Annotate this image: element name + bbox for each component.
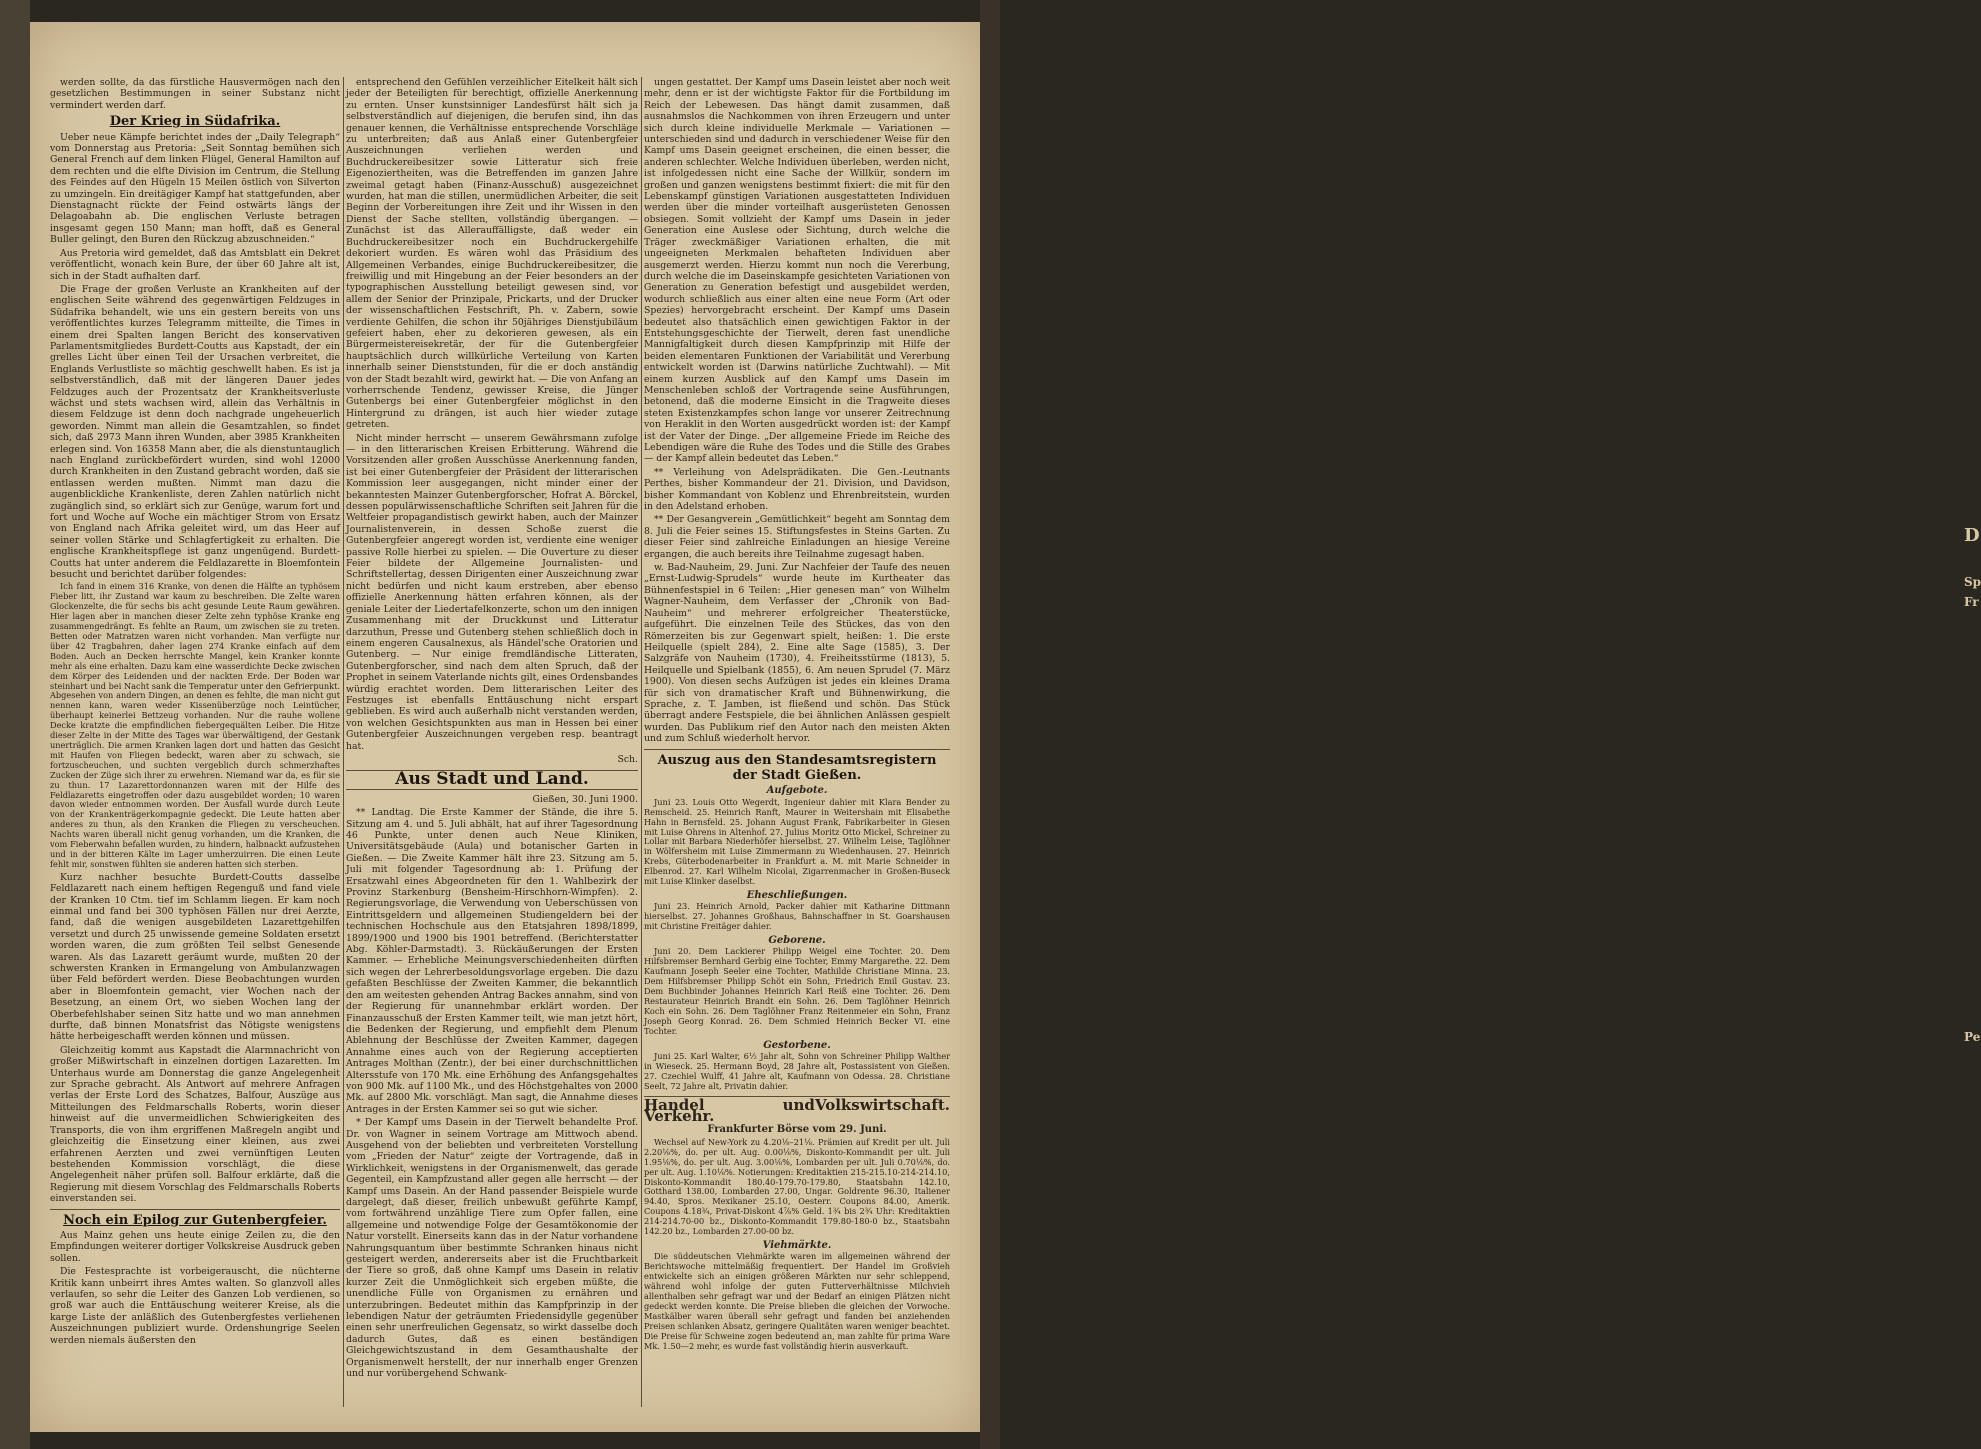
article-paragraph: entsprechend den Gefühlen verzeihlicher Eitelkeit hält sich jeder der Beteiligten für berechtigt, offizielle Anerkennung zu ernten. Unser kunstsinniger Landesfürst hält sich ja selbstverständlich auf diejenigen, die berufen sind, ihn das genauer kennen, die Verhältnisse entsprechende Vorschläge zu unterbreiten; daß aus Anlaß einer Gutenbergfeier Auszeichnungen verliehen werden und Buchdruckereibesitzer sowie Litteratur sich freie Eigenoziertheiten, was die Betreffenden im ganzen Jahre zweimal getagt haben (Finanz-Ausschuß) ausgezeichnet wurden, hat man die stillen, unermüdlichen Arbeiter, die seit Beginn der Vorbereitungen ihre Zeit und ihr Wissen in den Dienst der Sache stellten, vollständig übergangen. — Zunächst ist das Allerauffälligste, daß weder ein Buchdruckereibesitzer noch ein Buchdruckergehilfe dekoriert wurden. Es wären wohl das Präsidium des Allgemeinen Verbandes, einige Buchdruckereibesitzer, die freiwillig und mit Hingebung an der Feier besonders an der typographischen Ausstellung beteiligt gewesen sind, vor allem der Senior der Prinzipale, Prickarts, und der Drucker der wissenschaftlichen Festschrift, Ph. v. Zabern, sowie verdiente Gehilfen, die schon ihr 50jähriges Dienstjubiläum gefeiert haben, eher zu dekorieren gewesen, als ein Bürgermeistereisekretär, der für die Gutenbergfeier hauptsächlich durch willkürliche Verteilung von Karten innerhalb seiner Dienststunden, für die er doch anständig von der Stadt bezahlt wird, gewirkt hat. — Die von Anfang an vorherrschende Tendenz, gewisser Kreise, die Jünger Gutenbergs bei einer Gutenbergfeier möglichst in den Hintergrund zu drängen, ist auch hier wieder zutage getreten. [346, 77, 638, 431]
article-paragraph: ** Der Gesangverein „Gemütlichkeit“ begeht am Sonntag dem 8. Juli die Feier seines 15. Stiftungsfestes in Steins Garten. Zu dieser Feier sind zahlreiche Einladungen an hiesige Vereine ergangen, die auch bereits ihre Teilnahme zugesagt haben. [644, 514, 950, 560]
article-paragraph: Aus Pretoria wird gemeldet, daß das Amtsblatt ein Dekret veröffentlicht, wonach kein Bure, der über 60 Jahre alt ist, sich in der Stadt aufhalten darf. [50, 247, 340, 282]
register-entries: Juni 20. Dem Lackierer Philipp Weigel eine Tochter. 20. Dem Hilfsbremser Bernhard Gerbig eine Tochter, Emmy Margarethe. 22. Dem Kaufmann Joseph Seeler eine Tochter, Mathilde Christiane Minna. 23. Dem Hilfsbremser Philipp Schöt ein Sohn, Friedrich Emil Gustav. 23. Dem Buchbinder Johannes Heinrich Karl Reiß eine Tochter. 26. Dem Restaurateur Heinrich Brandt ein Sohn. 26. Dem Taglöhner Heinrich Koch ein Sohn. 26. Dem Taglöhner Franz Reitenmeier ein Sohn, Franz Joseph Georg Konrad. 26. Dem Schmied Heinrich Becker VI. eine Tochter. [644, 946, 950, 1036]
dateline: Gießen, 30. Juni 1900. [532, 793, 638, 805]
handel-masthead [644, 1095, 950, 1126]
standesamt-heading: Auszug aus den Standesamtsregistern [657, 752, 937, 768]
article-paragraph: Die Frage der großen Verluste an Krankheiten auf der englischen Seite während des gegenwärtigen Feldzuges in Südafrika behandelt, wie uns ein gestern bereits von uns veröffentlichtes kurzes Telegramm mitteilte, die Times in einem drei Spalten langen Bericht des konservativen Parlamentsmitgliedes Burdett-Coutts aus Kapstadt, der ein grelles Licht über einen Teil der Ursachen verbreitet, die Englands Verlustliste so mächtig geschwellt haben. Es ist ja selbstverständlich, daß mit der längeren Dauer jedes Feldzuges auch der Prozentsatz der Krankheitsverluste wächst und stets wachsen wird, allein das Verhältnis in diesem Feldzuge ist denn doch nachgrade ungeheuerlich geworden. Nimmt man allein die Gesamtzahlen, so findet sich, daß 2973 Mann ihren Wunden, aber 3985 Krankheiten erlegen sind. Von 16358 Mann aber, die als dienstuntauglich nach England zurückbefördert wurden, sind wohl 12000 durch Krankheiten in den Zustand gebracht worden, daß sie entlassen werden mußten. Nimmt man dazu die augenblickliche Krankenliste, deren Zahlen natürlich nicht zugänglich sind, so erklärt sich zur Genüge, warum fort und fort und Woche auf Woche ein mächtiger Strom von Ersatz von England nach Afrika geleitet wird, um das Heer auf seiner vollen Stärke und Schlagfertigkeit zu erhalten. Die englische Krankheitspflege ist ganz ungenügend. Burdett-Coutts hat unter anderem die Feldlazarette in Bloemfontein besucht und berichtet darüber folgendes: [50, 283, 340, 581]
viehmaerkte-heading: Viehmärkte. [762, 1239, 832, 1251]
handel-heading: Handel und Verkehr. [644, 1095, 815, 1126]
edge-fragment: Fr [1964, 595, 1979, 609]
intro-paragraph: werden sollte, da das fürstliche Hausvermögen nach den gesetzlichen Bestimmungen in seiner Substanz nicht vermindert werden darf. [50, 77, 340, 111]
newspaper-page [30, 22, 980, 1432]
eheschliessungen-heading: Eheschließungen. [746, 889, 848, 901]
gestorbene-heading: Gestorbene. [763, 1039, 831, 1051]
volkswirtschaft-heading: Volkswirtschaft. [814, 1095, 950, 1114]
register-entries: Juni 23. Louis Otto Wegerdt, Ingenieur dahier mit Klara Bender zu Remscheid. 25. Heinrich Ranft, Maurer in Weitershain mit Elisabethe Hahn in Bernsfeld. 25. Johann August Frank, Fabrikarbeiter in Giesen mit Luise Ohrens in Altenhof. 27. Julius Moritz Otto Mickel, Schreiner zu Lollar mit Barbara Niederhöfer hierselbst. 27. Wilhelm Leise, Taglöhner in Wölfersheim mit Luise Zimmermann zu Wiedenhausen. 27. Heinrich Krebs, Güterbodenarbeiter in Frankfurt a. M. mit Marie Schneider in Elbenrod. 27. Karl Wilhelm Nicolai, Zigarrenmacher in Großen-Buseck mit Luise Klinker daselbst. [644, 796, 950, 887]
column-2 [346, 77, 638, 1382]
boerse-quotes: Wechsel auf New-York zu 4.20⅛–21⅛. Prämien auf Kredit per ult. Juli 2.20⅛%, do. per ult. Aug. 0.00⅛%, Diskonto-Kommandit per ult. Juli 1.95⅛%, do. per ult. Aug. 3.00⅛%, Lombarden per ult. Juli 0.70⅛%, do. per ult. Aug. 1.10⅛%. Notierungen: Kreditaktien 215-215.10-214-214.10, Diskonto-Kommandit 180.40-179.70-179.80, Staatsbahn 142.10, Gotthard 138.00, Lombarden 27.00, Ungar. Goldrente 96.30, Italiener 94.40, Spros. Mexikaner 25.10, Oesterr. Coupons 84.00, Amerik. Coupons 4.18¾, Privat-Diskont 4⅞% Geld. 1¾ bis 2¾ Uhr: Kreditaktien 214-214.70-00 bz., Diskonto-Kommandit 179.80-180-0 bz., Staatsbahn 142.20 bz., Lombarden 27.00-00 bz. [644, 1136, 950, 1237]
register-entries: Juni 25. Karl Walter, 6½ Jahr alt, Sohn von Schreiner Philipp Walther in Wieseck. 25. Hermann Boyd, 28 Jahre alt, Postassistent von Gießen. 27. Czechiel Wulff, 41 Jahre alt, Kaufmann von Odessa. 28. Christiane Seelt, 72 Jahre alt, Privatin dahier. [644, 1051, 950, 1091]
epilog-heading: Noch ein Epilog zur Gutenbergfeier. [63, 1212, 327, 1228]
krieg-heading: Der Krieg in Südafrika. [109, 114, 281, 130]
article-paragraph: ungen gestattet. Der Kampf ums Dasein leistet aber noch weit mehr, denn er ist der wichtigste Faktor für die Fortbildung im Reich der Lebewesen. Das hängt damit zusammen, daß ausnahmslos die Nachkommen von ihren Erzeugern und unter sich durch kleine individuelle Merkmale — Variationen — unterschieden sind und dadurch in verschiedener Weise für den Kampf ums Dasein geeignet erscheinen, die einen besser, die anderen schlechter. Welche Individuen überleben, werden nicht, ist infolgedessen nicht eine Sache der Willkür, sondern im großen und ganzen wenigstens bestimmt fixiert: die mit für den Lebenskampf günstigen Variationen ausgestatteten Individuen werden über die minder vorteilhaft ausgerüsteten Genossen obsiegen. Somit vollzieht der Kampf ums Dasein in jeder Generation eine Auslese oder Sichtung, durch welche die Träger zweckmäßiger Variationen erhalten, die mit ungeeigneten Merkmalen behafteten Individuen aber ausgemerzt werden. Hierzu kommt nun noch die Vererbung, durch welche die im Daseinskampfe gesichteten Variationen von Generation zu Generation befestigt und ausgebildet werden, wodurch schließlich aus einer alten eine neue Form (Art oder Spezies) hervorgebracht erscheint. Der Kampf ums Dasein bedeutet also thatsächlich einen gewichtigen Faktor in der Entstehungsgeschichte der Tierwelt, deren fast unendliche Mannigfaltigkeit durch diesen Kampfprinzip mit Hilfe der beiden elementaren Funktionen der Variabilität und Vererbung entwickelt worden ist (Darwins natürliche Zuchtwahl). — Mit einem kurzen Ausblick auf den Kampf ums Dasein im Menschenleben schloß der Vortragende seine Ausführungen, betonend, daß die moderne Einsicht in die Tragweite dieses steten Existenzkampfes schon lange vor unserer Zeitrechnung von Heraklit in den Worten ausgedrückt worden ist: der Kampf ist der Vater der Dinge. „Der allgemeine Friede im Reiche des Lebendigen wäre die Ruhe des Todes und die Stille des Grabes — der Kampf allein bedeutet das Leben.“ [644, 77, 950, 465]
article-paragraph: Nicht minder herrscht — unserem Gewährsmann zufolge — in den litterarischen Kreisen Erbitterung. Während die Vorsitzenden aller großen Ausschüsse Anerkennung fanden, ist bei einer Gutenbergfeier der Präsident der litterarischen Kommission leer ausgegangen, nicht minder einer der bekanntesten Mainzer Gutenbergforscher, Hofrat A. Börckel, dessen populärwissenschaftliche Schriften seit Jahren für die Weltfeier propagandistisch gewirkt haben, auch der Mainzer Journalistenverein, in dessen Schoße zuerst die Gutenbergfeier angeregt worden ist, verdiente eine weniger passive Rolle hierbei zu spielen. — Die Ouverture zu dieser Feier bildete der Allgemeine Journalisten- und Schriftstellertag, dessen Dirigenten einer Auszeichnung zwar nicht bedürfen und nicht kaum erstreben, aber ebenso offizielle Anerkennung hätten erfahren können, als der geniale Leiter der Liedertafelkonzerte, schon um den innigen Zusammenhang mit der Druckkunst und Litteratur darzuthun, Presse und Gutenberg stehen schließlich doch in einem engeren Causalnexus, als Händel'sche Oratorien und Gutenberg. — Nur einige fremdländische Litteraten, Gutenbergforscher, sind nach dem alten Spruch, daß der Prophet in seinem Vaterlande nichts gilt, eines Ordensbandes würdig erachtet worden. Dem litterarischen Leiter des Festzuges ist ebenfalls Enttäuschung nicht erspart geblieben. Es wird auch außerhalb nicht verstanden werden, von welchen Gesichtspunkten aus man in Hessen bei einer Gutenbergfeier Auszeichnungen vergeben resp. beantragt hat. [346, 432, 638, 752]
aufgebote-heading: Aufgebote. [766, 785, 828, 797]
author-sign: Sch. [617, 753, 638, 765]
article-paragraph: Aus Mainz gehen uns heute einige Zeilen zu, die den Empfindungen weiterer dortiger Volkskreise Ausdruck geben sollen. [50, 1229, 340, 1264]
market-report: Die süddeutschen Viehmärkte waren im allgemeinen während der Berichtswoche mittelmäßig frequentiert. Der Handel im Großvieh entwickelte sich an einigen größeren Märkten nur sehr schleppend, während wohl infolge der guten Futterverhältnisse Milchvieh allenthalben sehr gefragt war und der Bedarf an einigen Plätzen nicht gedeckt werden konnte. Die Preise blieben die gleichen der Vorwoche. Mastkälber waren überall sehr gefragt und fanden bei anziehenden Preisen schlanken Absatz, geringere Qualitäten waren weniger beachtet. Die Preise für Schweine zogen bedeutend an, man zahlte für prima Ware Mk. 1.50—2 mehr, es wurde fast vollständig hierin ausverkauft. [644, 1251, 950, 1351]
stadt-land-heading: Aus Stadt und Land. [346, 770, 638, 789]
left-page-edge [0, 0, 30, 1449]
article-paragraph: ** Landtag. Die Erste Kammer der Stände, die ihre 5. Sitzung am 4. und 5. Juli abhält, hat auf ihrer Tagesordnung 46 Punkte, unter denen auch Neue Kliniken, Universitätsgebäude (Aula) und botanischer Garten in Gießen. — Die Zweite Kammer hält ihre 23. Sitzung am 5. Juli mit folgender Tagesordnung ab: 1. Prüfung der Ersatzwahl eines Abgeordneten für den 1. Wahlbezirk der Provinz Starkenburg (Bensheim-Hirschhorn-Wimpfen). 2. Regierungsvorlage, die Verwendung von Ueberschüssen von Eintrittsgeldern und allgemeinen Studiengeldern bei der technischen Hochschule aus den Etatsjahren 1898/1899, 1899/1900 und 1900 bis 1901 betreffend. (Berichterstatter Abg. Köhler-Darmstadt). 3. Rückäußerungen der Ersten Kammer. — Erhebliche Meinungsverschiedenheiten dürften sich wegen der Lehrerbesoldungsvorlage ergeben. Die dazu gefaßten Beschlüsse der Zweiten Kammer, die bekanntlich den am weitesten gehenden Antrag Backes annahm, sind von der Regierung für unannehmbar erklärt worden. Der Finanzausschuß der Ersten Kammer teilt, wie man jetzt hört, die Bedenken der Regierung, und empfiehlt dem Plenum Ablehnung der Beschlüsse der Zweiten Kammer, dagegen Annahme eines auch von der Regierung acceptierten Antrages Molthan (Zentr.), der bei einer durchschnittlichen Altersstufe von 170 Mk. eine Erhöhung des Anfangsgehaltes von 900 Mk. auf 1100 Mk., und des Höchstgehaltes von 2000 Mk. auf 2800 Mk. vorschlägt. Man sagt, die Annahme dieses Antrages in der Ersten Kammer sei so gut wie sicher. [346, 807, 638, 1115]
column-rule [641, 77, 642, 1407]
column-1 [50, 77, 340, 1348]
standesamt-subheading: der Stadt Gießen. [732, 767, 862, 783]
boerse-heading: Frankfurter Börse vom 29. Juni. [707, 1124, 887, 1136]
column-3 [644, 77, 950, 1353]
article-quote-small: Ich fand in einem 316 Kranke, von denen die Hälfte an typhösem Fieber litt, ihr Zustand war kaum zu beschreiben. Die Zelte waren Glockenzelte, die für sechs bis acht gesunde Leute Raum gewähren. Hier lagen aber in manchen dieser Zelte zehn typhöse Kranke eng zusammengedrängt. Es fehlte an Raum, um zwischen sie zu treten. Betten oder Matratzen waren nicht vorhanden. Man verfügte nur über 42 Tragbahren, daher lagen 274 Kranke einfach auf dem Boden. Auch an Decken herrschte Mangel, kein Kranker konnte mehr als eine erhalten. Dazu kam eine wasserdichte Decke zwischen dem Körper des Leidenden und der nackten Erde. Der Boden war steinhart und bei Nacht sank die Temperatur unter den Gefrierpunkt. Abgesehen von andern Dingen, an denen es fehlte, die man nicht gut nennen kann, waren weder Kissenüberzüge noch Leintücher, überhaupt keinerlei Bettzeug vorhanden. Nur die rauhe wollene Decke kratzte die empfindlichen fiebergequälten Leiber. Die Hitze dieser Zelte in der Mitte des Tages war überwältigend, der Gestank unerträglich. Die armen Kranken lagen dort und hatten das Gesicht mit Haufen von Fliegen bedeckt, waren aber zu schwach, sie fortzuscheuchen, und suchten vergeblich durch schmerzhaftes Zucken der Züge sich ihrer zu erwehren. Niemand war da, es für sie zu thun. 17 Lazarettordonnanzen waren mit der Hilfe des Feldlazaretts eingetroffen oder dazu ausgebildet worden; 10 waren davon wieder entnommen worden. Der Ausfall wurde durch Leute von der Krankenträgerkompagnie gedeckt. Die Leute hatten aber anderes zu thun, als den Kranken die Fliegen zu verscheuchen. Nachts waren überall nicht genug vorhanden, um die Kranken, die vom Fieberwahn befallen wurden, zu hindern, halbnackt aufzustehen und in der bitteren Kälte im Lager umherzuirren. Die einen Leute fehlt mir, sonstwen fühlten sie anderen hatten sich sterben. [50, 581, 340, 869]
edge-fragment: D [1964, 525, 1980, 546]
article-paragraph: ** Verleihung von Adelsprädikaten. Die Gen.-Leutnants Perthes, bisher Kommandeur der 21. Division, und Davidson, bisher Kommandant von Koblenz und Ehrenbreitstein, wurden in den Adelstand erhoben. [644, 466, 950, 513]
article-paragraph: * Der Kampf ums Dasein in der Tierwelt behandelte Prof. Dr. von Wagner in seinem Vortrage am Mittwoch abend. Ausgehend von der beliebten und verbreiteten Vorstellung vom „Frieden der Natur“ zeigte der Vortragende, daß in Wirklichkeit, wenigstens in der Organismenwelt, das gerade Gegenteil, ein Kampfzustand aller gegen alle herrscht — der Kampf ums Dasein. An der Hand passender Beispiele wurde dargelegt, daß dieser, freilich unbewußt geführte Kampf, vom fortwährend unzählige Tiere zum Opfer fallen, eine allgemeine und notwendige Folge der Gesamtökonomie der Natur vorstellt. Einerseits kann das in der Natur vorhandene Nahrungsquantum über bestimmte Schranken hinaus nicht gesteigert werden, andererseits aber ist die Fruchtbarkeit der Tiere so groß, daß ohne Kampf ums Dasein in relativ kurzer Zeit die Unmöglichkeit sich ergeben müßte, die unendliche Fülle von Organismen zu ernähren und unterzubringen. Bedeutet mithin das Kampfprinzip in der lebendigen Natur der geträumten Friedensidylle gegenüber einen sehr unerfreulichen Gegensatz, so wirkt dasselbe doch dadurch Gutes, daß es einen beständigen Gleichgewichtszustand in dem Gesamthaushalte der Organismenwelt herstellt, der nur innerhalb enger Grenzen und nur vorübergehend Schwank- [346, 1117, 638, 1380]
article-paragraph: Ueber neue Kämpfe berichtet indes der „Daily Telegraph“ vom Donnerstag aus Pretoria: „Seit Sonntag bemühen sich General French auf dem linken Flügel, General Hamilton auf dem rechten und die elfte Division im Centrum, die Stellung des Feindes auf den Hügeln 15 Meilen östlich von Silverton zu umzingeln. Ein dreitägiger Kampf hat stattgefunden, aber Dienstagnacht rückte der Feind ostwärts längs der Delagoabahn ab. Die englischen Verluste betragen insgesamt gegen 150 Mann; man hofft, daß es General Buller gelingt, den Buren den Rückzug abzuschneiden.“ [50, 131, 340, 246]
article-paragraph: Die Festesprachte ist vorbeigerauscht, die nüchterne Kritik kann unbeirrt ihres Amtes walten. So glanzvoll alles verlaufen, so sehr die Leiter des Ganzen Lob verdienen, so groß war auch die Enttäuschung weiterer Kreise, als die karge Liste der anläßlich des Gutenbergfestes verliehenen Auszeichnungen publiziert wurde. Ordenshungrige Seelen werden niemals äußersten den [50, 1266, 340, 1346]
column-rule [343, 77, 344, 1407]
edge-fragment: Sp [1964, 575, 1981, 589]
article-paragraph: w. Bad-Nauheim, 29. Juni. Zur Nachfeier der Taufe des neuen „Ernst-Ludwig-Sprudels“ wurde heute im Kurtheater das Bühnenfestspiel in 6 Teilen: „Hier genesen man“ von Wilhelm Wagner-Nauheim, dem Verfasser der „Chronik von Bad-Nauheim“ und mehrerer erfolgreicher Theaterstücke, aufgeführt. Die einzelnen Teile des Stückes, das von den Römerzeiten bis zur Gegenwart spielt, heißen: 1. Die erste Heilquelle (spielt 284), 2. Eine alte Sage (1585), 3. Der Salzgräfe von Nauheim (1730), 4. Freiheitsstürme (1813), 5. Heilquelle und Spielbank (1855), 6. Am neuen Sprudel (7. März 1900). Von diesen sechs Aufzügen ist jedes ein kleines Drama für sich von dramatischer Kraft und Bühnenwirkung, die Sprache, z. T. Jamben, ist fließend und schön. Das Stück überragt andere Festspiele, die bei ähnlichen Anlässen gespielt wurden. Das Publikum rief den Autor nach den meisten Akten und zum Schluß wiederholt hervor. [644, 562, 950, 745]
article-paragraph: Gleichzeitig kommt aus Kapstadt die Alarmnachricht von großer Mißwirtschaft in einzelnen dortigen Lazaretten. Im Unterhaus wurde am Donnerstag die ganze Angelegenheit zur Sprache gebracht. Als Antwort auf mehrere Anfragen verlas der Erste Lord des Schatzes, Balfour, Auszüge aus Mitteilungen des Feldmarschalls Roberts, worin dieser hinweist auf die unvermeidlichen Schwierigkeiten des Transports, die von ihm ergriffenen Maßregeln angibt und gleichzeitig die Einsetzung einer kleinen, aus zwei erfahrenen Aerzten und zwei vernünftigen Leuten bestehenden Kommission vorschlägt, die diese Angelegenheit näher prüfen soll. Balfour erklärte, daß die Regierung mit diesem Vorschlag des Feldmarschalls Roberts einverstanden sei. [50, 1044, 340, 1205]
geborene-heading: Geborene. [768, 935, 826, 947]
right-page-edge [980, 0, 1981, 1449]
section-divider [50, 1209, 340, 1210]
article-paragraph: Kurz nachher besuchte Burdett-Coutts dasselbe Feldlazarett nach einem heftigen Regenguß und fand viele der Kranken 10 Ctm. tief im Schlamm liegen. Er kam noch einmal und fand bei 300 typhösen Fällen nur drei Aerzte, fand, daß die wenigen ausgebildeten Lazarettgehilfen versetzt und durch 25 unwissende gemeine Soldaten ersetzt worden waren, die zum größten Teil selbst Genesende waren. Als das Lazarett geräumt wurde, mußten 20 der schwersten Kranken in Ermangelung von Ambulanzwagen über Feld befördert werden. Diese Beobachtungen wurden aber in Bloemfontein gemacht, vier Wochen nach der Besetzung, an einem Ort, wo sieben Wochen lang der Oberbefehlshaber seinen Sitz hatte und wo man annehmen durfte, daß binnen Monatsfrist das Nötigste wenigstens hätte herbeigeschafft werden können und müssen. [50, 871, 340, 1043]
register-entries: Juni 23. Heinrich Arnold, Packer dahier mit Katharine Dittmann hierselbst. 27. Johannes Großhaus, Bahnschaffner in St. Goarshausen mit Christine Freitäger dahier. [644, 901, 950, 932]
edge-fragment: Pe [1964, 1030, 1981, 1044]
section-divider [644, 749, 950, 750]
